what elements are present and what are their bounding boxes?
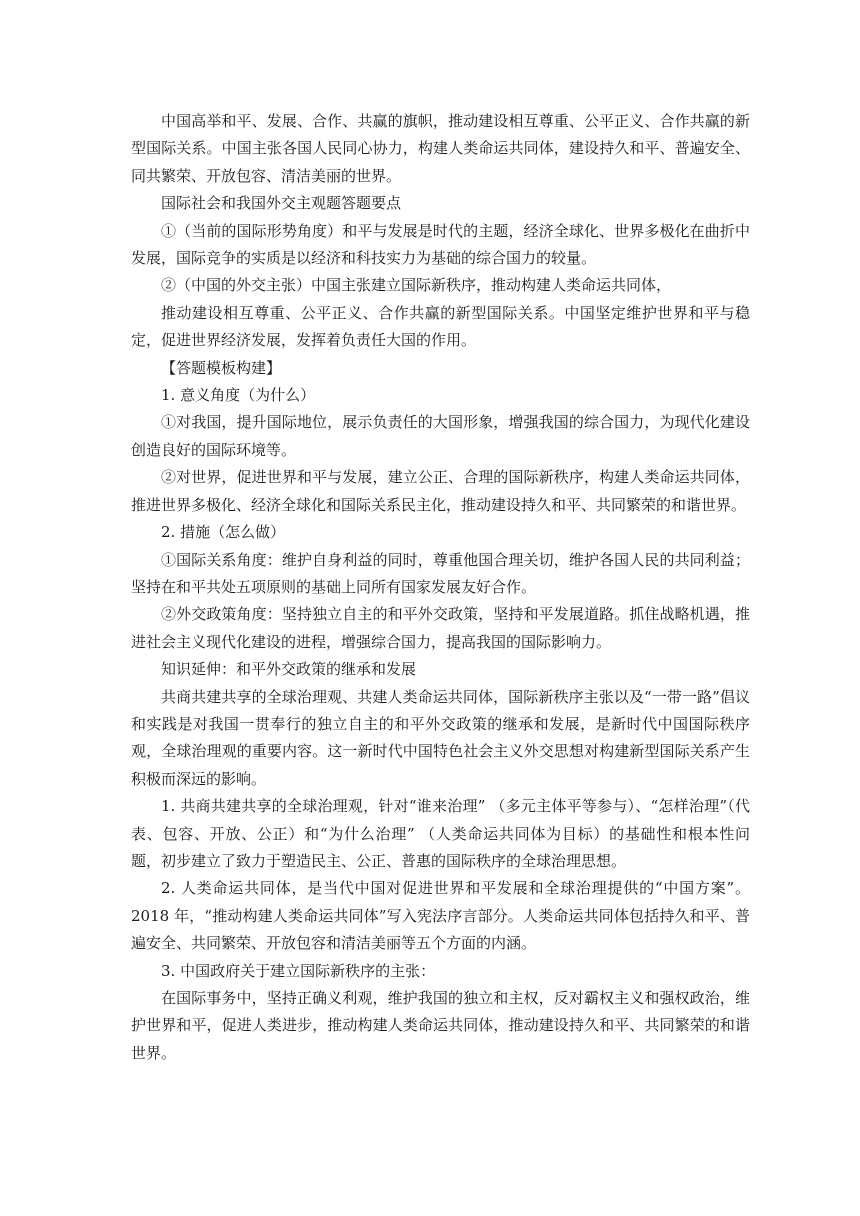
section-heading-answer-template: 【答题模板构建】: [161, 358, 282, 377]
section-heading-key-points: 国际社会和我国外交主观题答题要点: [161, 194, 402, 213]
extension-overview: 共商共建共享的全球治理观、共建人类命运共同体，国际新秩序主张以及“一带一路”倡议和实践是对我国一贯奉行的独立自主的和平外交政策的继承和发展，是新时代中国国际秩序观，全球治理观的重要内容。这一新时代中国特色社会主义外交思想对构建新型国际关系产生积极而深远的影响。: [131, 687, 750, 788]
point-1-international-situation: ①（当前的国际形势角度）和平与发展是时代的主题，经济全球化、世界多极化在曲折中发展，国际竞争的实质是以经济和科技实力为基础的综合国力的较量。: [131, 221, 750, 268]
subheading-measures: 2. 措施（怎么做）: [161, 523, 286, 542]
extension-point-3-new-order: 3. 中国政府关于建立国际新秩序的主张：: [161, 961, 436, 980]
section-heading-knowledge-extension: 知识延伸：和平外交政策的继承和发展: [161, 660, 417, 679]
significance-for-world: ②对世界，促进世界和平与发展，建立公正、合理的国际新秩序，构建人类命运共同体，推进世界多极化、经济全球化和国际关系民主化，推动建设持久和平、共同繁荣的和谐世界。: [131, 468, 750, 514]
paragraph-intro: 中国高举和平、发展、合作、共赢的旗帜，推动建设相互尊重、公平正义、合作共赢的新型国际关系。中国主张各国人民同心协力，构建人类命运共同体，建设持久和平、普遍安全、同共繁荣、开放包容、清洁美丽的世界。: [131, 112, 750, 185]
measure-international-relations: ①国际关系角度：维护自身利益的同时，尊重他国合理关切，维护各国人民的共同利益；坚持在和平共处五项原则的基础上同所有国家发展友好合作。: [131, 550, 750, 596]
significance-for-china: ①对我国，提升国际地位，展示负责任的大国形象，增强我国的综合国力，为现代化建设创造良好的国际环境等。: [131, 413, 750, 459]
extension-point-1-global-governance: 1. 共商共建共享的全球治理观，针对“谁来治理” （多元主体平等参与）、“怎样治理”（代表、包容、开放、公正）和“为什么治理” （人类命运共同体为目标）的基础性和根本性问题，初步建立了致力于塑造民主、公正、普惠的国际秩序的全球治理思想。: [131, 797, 750, 870]
subheading-significance: 1. 意义角度（为什么）: [161, 386, 316, 405]
extension-point-3-content: 在国际事务中，坚持正确义利观，维护我国的独立和主权，反对霸权主义和强权政治，维护世界和平，促进人类进步，推动构建人类命运共同体，推动建设持久和平、共同繁荣的和谐世界。: [131, 989, 750, 1062]
point-2-continuation: 推动建设相互尊重、公平正义、合作共赢的新型国际关系。中国坚定维护世界和平与稳定，促进世界经济发展，发挥着负责任大国的作用。: [131, 303, 750, 350]
point-2-diplomatic-stance: ②（中国的外交主张）中国主张建立国际新秩序，推动构建人类命运共同体，: [161, 276, 672, 295]
measure-foreign-policy: ②外交政策角度：坚持独立自主的和平外交政策，坚持和平发展道路。抓住战略机遇，推进社会主义现代化建设的进程，增强综合国力，提高我国的国际影响力。: [131, 605, 750, 651]
extension-point-2-shared-future: 2. 人类命运共同体，是当代中国对促进世界和平发展和全球治理提供的“中国方案”。2018 年，“推动构建人类命运共同体”写入宪法序言部分。人类命运共同体包括持久和平、普遍安全、共同繁荣、开放包容和清洁美丽等五个方面的内涵。: [131, 879, 750, 953]
